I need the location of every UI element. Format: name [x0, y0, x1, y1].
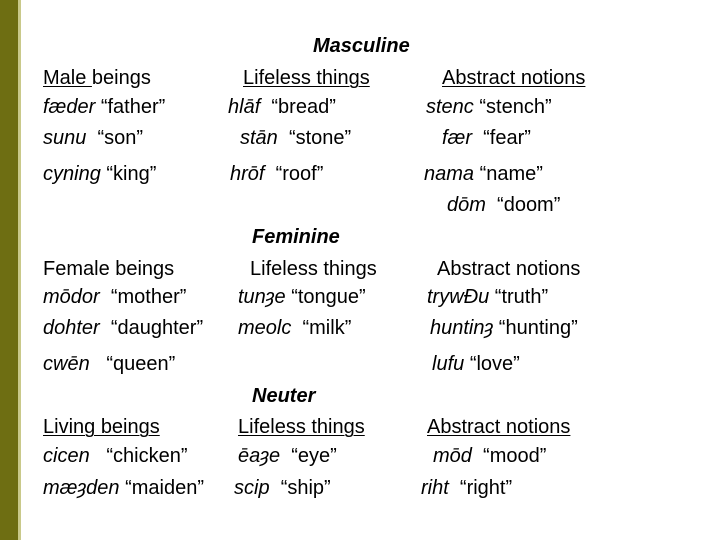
column-header-abstract-notions: Abstract notions: [442, 67, 586, 89]
word-entry: [447, 193, 560, 217]
word-entry: [228, 95, 336, 119]
word-entry: [43, 316, 203, 340]
word-entry: [234, 476, 331, 500]
word-gloss: “stench”: [479, 96, 552, 118]
old-english-word: sunu: [43, 127, 87, 149]
word-entry: [43, 162, 156, 186]
column-header-living-beings: Living beings: [43, 416, 160, 438]
word-gloss: “truth”: [494, 286, 549, 308]
word-entry: [442, 126, 531, 150]
word-entry: [43, 95, 165, 119]
word-entry: [43, 476, 204, 500]
word-gloss: “maiden”: [125, 477, 205, 499]
section-heading-neuter: Neuter: [252, 385, 316, 407]
old-english-word: cwēn: [43, 353, 90, 375]
word-gloss: “right”: [459, 477, 513, 499]
word-gloss: “fear”: [483, 127, 531, 149]
column-header-lifeless-things: Lifeless things: [238, 416, 365, 438]
word-entry: [230, 162, 323, 186]
word-entry: [43, 285, 186, 309]
old-english-word: mæȝden: [43, 477, 120, 499]
old-english-word: fær: [442, 127, 472, 149]
word-gloss: “doom”: [497, 194, 561, 216]
column-header-rest: beings: [91, 67, 151, 89]
old-english-word: stān: [240, 127, 278, 149]
word-gloss: “stone”: [288, 127, 352, 149]
sidebar-accent-bar: [0, 0, 18, 540]
word-gloss: “eye”: [291, 445, 337, 467]
old-english-word: mōdor: [43, 286, 100, 308]
old-english-word: dohter: [43, 317, 100, 339]
word-gloss: “queen”: [106, 353, 176, 375]
word-entry: [43, 444, 188, 468]
word-entry: [427, 285, 548, 309]
section-heading-masculine: Masculine: [313, 35, 410, 57]
word-gloss: “daughter”: [110, 317, 204, 339]
column-header-lifeless-things: Lifeless things: [250, 258, 377, 280]
old-english-word: cyning: [43, 163, 101, 185]
word-entry: [238, 316, 351, 340]
word-entry: [432, 352, 520, 376]
word-gloss: “name”: [479, 163, 543, 185]
old-english-word: trywÐu: [427, 286, 490, 308]
word-entry: [426, 95, 552, 119]
word-entry: [430, 316, 578, 340]
word-gloss: “king”: [106, 163, 157, 185]
word-gloss: “chicken”: [106, 445, 188, 467]
word-gloss: “father”: [100, 96, 166, 118]
old-english-word: lufu: [432, 353, 465, 375]
section-heading-feminine: Feminine: [252, 226, 340, 248]
old-english-word: riht: [421, 477, 449, 499]
column-header-male-beings: [43, 66, 151, 90]
old-english-word: meolc: [238, 317, 292, 339]
old-english-word: fæder: [43, 96, 96, 118]
word-entry: [421, 476, 512, 500]
word-gloss: “son”: [97, 127, 144, 149]
sidebar-accent-stripe: [18, 0, 21, 540]
word-entry: [43, 126, 143, 150]
old-english-word: hlāf: [228, 96, 261, 118]
old-english-word: tunȝe: [238, 286, 286, 308]
column-header-female-beings: Female beings: [43, 258, 175, 280]
old-english-word: hrōf: [230, 163, 265, 185]
old-english-word: ēaȝe: [238, 445, 281, 467]
word-gloss: “bread”: [271, 96, 336, 118]
old-english-word: mōd: [433, 445, 472, 467]
word-gloss: “roof”: [275, 163, 324, 185]
column-header-abstract-notions: Abstract notions: [437, 258, 581, 280]
word-gloss: “love”: [469, 353, 520, 375]
old-english-word: dōm: [447, 194, 486, 216]
word-gloss: “milk”: [302, 317, 352, 339]
column-header-abstract-notions: Abstract notions: [427, 416, 571, 438]
old-english-word: nama: [424, 163, 475, 185]
old-english-word: scip: [234, 477, 270, 499]
word-entry: [238, 285, 366, 309]
word-gloss: “tongue”: [291, 286, 366, 308]
column-header-lifeless-things: Lifeless things: [243, 67, 370, 89]
word-entry: [238, 444, 337, 468]
old-english-word: cicen: [43, 445, 90, 467]
old-english-word: stenc: [426, 96, 474, 118]
word-entry: [240, 126, 351, 150]
old-english-word: huntinȝ: [430, 317, 494, 339]
word-entry: [433, 444, 546, 468]
word-gloss: “hunting”: [498, 317, 578, 339]
column-header-underlined-part: Male: [43, 67, 92, 89]
word-entry: [424, 162, 543, 186]
word-entry: [43, 352, 175, 376]
word-gloss: “mood”: [483, 445, 547, 467]
word-gloss: “ship”: [280, 477, 331, 499]
word-gloss: “mother”: [110, 286, 187, 308]
